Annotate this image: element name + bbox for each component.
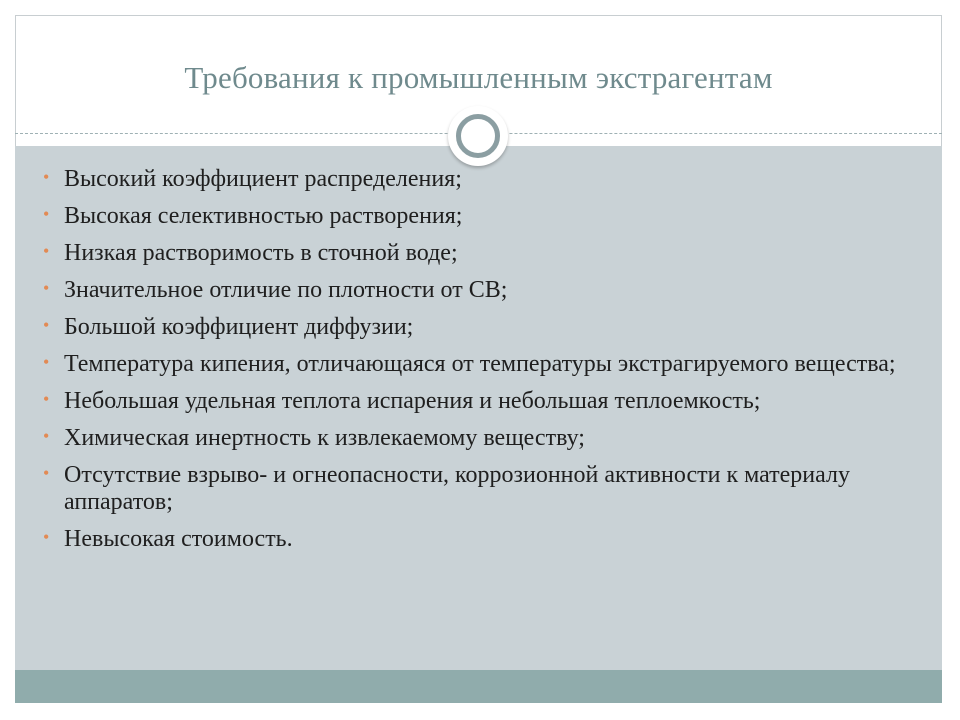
bullet-list xyxy=(40,166,920,563)
bullet-text: Низкая растворимость в сточной воде; xyxy=(64,240,458,266)
bullet-text: Высокий коэффициент распределения; xyxy=(64,166,462,192)
bullet-icon: • xyxy=(43,352,50,372)
bullet-icon: • xyxy=(43,426,50,446)
bullet-icon: • xyxy=(43,389,50,409)
list-item xyxy=(40,240,920,267)
list-item xyxy=(40,314,920,341)
bullet-text: Значительное отличие по плотности от СВ; xyxy=(64,277,508,303)
bullet-icon: • xyxy=(43,315,50,335)
bullet-icon: • xyxy=(43,167,50,187)
list-item xyxy=(40,526,920,553)
bullet-text: Большой коэффициент диффузии; xyxy=(64,314,414,340)
bullet-icon: • xyxy=(43,241,50,261)
list-item xyxy=(40,166,920,193)
bullet-icon: • xyxy=(43,527,50,547)
bullet-text: Высокая селективностью растворения; xyxy=(64,203,463,229)
bullet-icon: • xyxy=(43,278,50,298)
bullet-text: Невысокая стоимость. xyxy=(64,526,293,552)
list-item xyxy=(40,462,920,516)
list-item xyxy=(40,425,920,452)
bullet-icon: • xyxy=(43,463,50,483)
ring-ornament-icon xyxy=(448,106,508,166)
slide-title: Требования к промышленным экстрагентам xyxy=(184,60,773,95)
bullet-text: Отсутствие взрыво- и огнеопасности, коррозионной активности к материалу аппаратов; xyxy=(64,462,850,515)
bullet-text: Химическая инертность к извлекаемому веществу; xyxy=(64,425,585,451)
list-item xyxy=(40,277,920,304)
bullet-text: Небольшая удельная теплота испарения и небольшая теплоемкость; xyxy=(64,388,761,414)
bullet-text: Температура кипения, отличающаяся от температуры экстрагируемого вещества; xyxy=(64,351,896,377)
footer-bar xyxy=(15,670,942,703)
list-item xyxy=(40,388,920,415)
list-item xyxy=(40,351,920,378)
bullet-icon: • xyxy=(43,204,50,224)
list-item xyxy=(40,203,920,230)
